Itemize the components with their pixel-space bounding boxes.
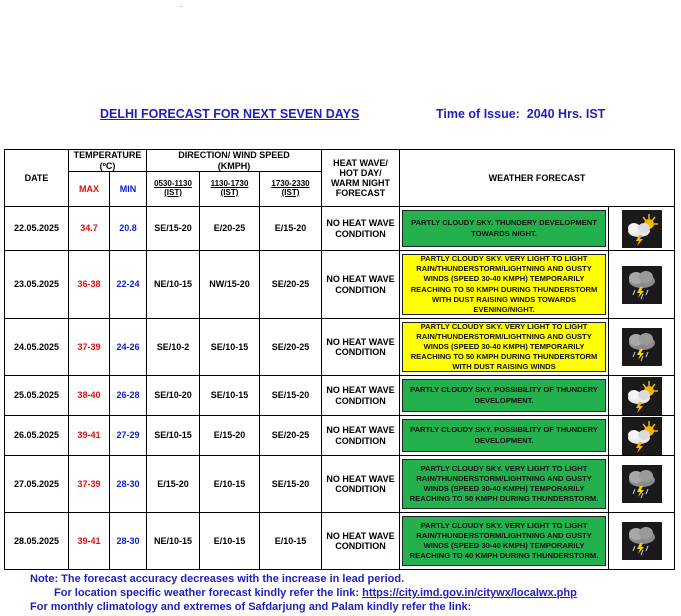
- min-temp-cell: 24-26: [110, 319, 147, 376]
- max-temp-cell: 37-39: [69, 319, 110, 376]
- weather-icon-cell: [609, 251, 675, 319]
- forecast-text: PARTLY CLOUDY SKY. POSSIBILITY OF THUNDERY DEVELOPMENT.: [402, 379, 606, 412]
- forecast-table: [4, 149, 675, 570]
- wind-slot1-cell: SE/15-20: [147, 207, 200, 251]
- thunderstorm-rain-icon: [609, 328, 674, 366]
- date-cell: 24.05.2025: [5, 319, 69, 376]
- slot2-label: 1130-1730: [210, 179, 249, 189]
- heatwave-cell: NO HEAT WAVE CONDITION: [322, 513, 400, 570]
- heatwave-cell: NO HEAT WAVE CONDITION: [322, 251, 400, 319]
- forecast-text: PARTLY CLOUDY SKY. POSSIBILITY OF THUNDERY DEVELOPMENT.: [402, 419, 606, 452]
- col-weather-forecast: WEATHER FORECAST: [400, 150, 675, 207]
- wind-slot3-cell: E/15-20: [260, 207, 322, 251]
- wind-slot3-cell: SE/20-25: [260, 251, 322, 319]
- wind-slot2-cell: E/20-25: [200, 207, 260, 251]
- forecast-text: PARTLY CLOUDY SKY. VERY LIGHT TO LIGHT RAIN/THUNDERSTORM/LIGHTNING AND GUSTY WINDS (SPEED 30-40 KMPH) TEMPORARILY REACHING TO 40 KMPH DURING THUNDERSTORM.: [402, 516, 606, 566]
- col-min: MIN: [110, 172, 147, 207]
- wind-slot2-cell: SE/10-15: [200, 319, 260, 376]
- temperature-label: TEMPERATURE: [73, 150, 142, 161]
- date-cell: 22.05.2025: [5, 207, 69, 251]
- forecast-text: PARTLY CLOUDY SKY. VERY LIGHT TO LIGHT RAIN/THUNDERSTORM/LIGHTNING AND GUSTY WINDS (SPEED 30-40 KMPH) TEMPORARILY REACHING TO 50 KMPH DURING THUNDERSTORM.: [402, 459, 606, 509]
- date-cell: 25.05.2025: [5, 376, 69, 416]
- forecast-row: [5, 376, 675, 416]
- wind-slot3-cell: SE/15-20: [260, 376, 322, 416]
- wind-slot3-cell: E/10-15: [260, 513, 322, 570]
- forecast-row: [5, 456, 675, 513]
- forecast-text: PARTLY CLOUDY SKY. VERY LIGHT TO LIGHT RAIN/THUNDERSTORM/LIGHTNING AND GUSTY WINDS (SPEED 30-40 KMPH) TEMPORARILY REACHING TO 50 KMPH DURING THUNDERSTORM WITH DUST RAISING WINDS: [402, 322, 606, 372]
- slot2-ist: (IST): [220, 188, 239, 197]
- forecast-row: [5, 319, 675, 376]
- localwx-link[interactable]: https://city.imd.gov.in/citywx/localwx.php: [362, 587, 577, 599]
- weather-icon-cell: [609, 319, 675, 376]
- forecast-cell: [400, 416, 609, 456]
- min-temp-cell: 22-24: [110, 251, 147, 319]
- weather-icon-cell: [609, 456, 675, 513]
- heatwave-cell: NO HEAT WAVE CONDITION: [322, 456, 400, 513]
- forecast-row: [5, 251, 675, 319]
- forecast-row: [5, 416, 675, 456]
- forecast-text: PARTLY CLOUDY SKY. VERY LIGHT TO LIGHT RAIN/THUNDERSTORM/LIGHTNING AND GUSTY WINDS (SPEED 30-40 KMPH) TEMPORARILY REACHING TO 50 KMPH DURING THUNDERSTORM WITH DUST RAISING WINDS TOWARDS EVENING/NIGHT.: [402, 254, 606, 315]
- col-slot1: [147, 172, 200, 207]
- issue-label: Time of Issue:: [436, 107, 520, 121]
- thunderstorm-rain-icon: [609, 522, 674, 560]
- slot1-label: 0530-1130: [154, 179, 192, 189]
- col-wind: [147, 150, 322, 172]
- note2-text: For location specific weather forecast kindly refer the link:: [54, 587, 363, 599]
- wind-slot3-cell: SE/20-25: [260, 416, 322, 456]
- heatwave-cell: NO HEAT WAVE CONDITION: [322, 319, 400, 376]
- wind-slot1-cell: SE/10-2: [147, 319, 200, 376]
- note-text: The forecast accuracy decreases with the increase in lead period.: [61, 573, 405, 585]
- page-title: DELHI FORECAST FOR NEXT SEVEN DAYS: [100, 107, 360, 121]
- note-line-3: For monthly climatology and extremes of Safdarjung and Palam kindly refer the link:: [30, 601, 472, 613]
- issue-time-value: 2040 Hrs. IST: [526, 107, 606, 121]
- partly-cloudy-thunder-icon: [609, 377, 674, 415]
- min-temp-cell: 20.8: [110, 207, 147, 251]
- heatwave-cell: NO HEAT WAVE CONDITION: [322, 416, 400, 456]
- min-temp-cell: 27-29: [110, 416, 147, 456]
- col-date: DATE: [5, 150, 69, 207]
- col-slot2: [200, 172, 260, 207]
- min-temp-cell: 26-28: [110, 376, 147, 416]
- forecast-cell: [400, 251, 609, 319]
- thunderstorm-rain-icon: [609, 465, 674, 503]
- max-temp-cell: 39-41: [69, 513, 110, 570]
- col-max: MAX: [69, 172, 110, 207]
- stray-dot: .: [180, 0, 183, 9]
- slot3-label: 1730-2330: [271, 179, 310, 189]
- wind-slot1-cell: SE/10-20: [147, 376, 200, 416]
- slot3-ist: (IST): [281, 188, 300, 197]
- forecast-row: [5, 207, 675, 251]
- heatwave-cell: NO HEAT WAVE CONDITION: [322, 207, 400, 251]
- wind-slot1-cell: SE/10-15: [147, 416, 200, 456]
- wind-slot2-cell: E/15-20: [200, 416, 260, 456]
- max-temp-cell: 34.7: [69, 207, 110, 251]
- partly-cloudy-thunder-icon: [609, 417, 674, 455]
- date-cell: 23.05.2025: [5, 251, 69, 319]
- wind-slot1-cell: NE/10-15: [147, 251, 200, 319]
- wind-slot2-cell: SE/10-15: [200, 376, 260, 416]
- note-line-1: [30, 573, 404, 585]
- wind-slot1-cell: NE/10-15: [147, 513, 200, 570]
- weather-icon-cell: [609, 207, 675, 251]
- wind-slot2-cell: E/10-15: [200, 456, 260, 513]
- forecast-cell: [400, 319, 609, 376]
- heatwave-cell: NO HEAT WAVE CONDITION: [322, 376, 400, 416]
- min-temp-cell: 28-30: [110, 456, 147, 513]
- forecast-cell: [400, 456, 609, 513]
- date-cell: 27.05.2025: [5, 456, 69, 513]
- temperature-unit: (ºC): [99, 160, 116, 171]
- note-line-2: [54, 587, 577, 599]
- forecast-row: [5, 513, 675, 570]
- wind-unit: (KMPH): [217, 160, 251, 171]
- wind-slot2-cell: NW/15-20: [200, 251, 260, 319]
- wind-slot3-cell: SE/20-25: [260, 319, 322, 376]
- wind-slot2-cell: E/10-15: [200, 513, 260, 570]
- slot1-ist: (IST): [164, 188, 182, 197]
- partly-cloudy-thunder-icon: [609, 210, 674, 248]
- col-slot3: [260, 172, 322, 207]
- forecast-cell: [400, 376, 609, 416]
- forecast-text: PARTLY CLOUDY SKY. THUNDERY DEVELOPMENT TOWARDS NIGHT.: [402, 210, 606, 247]
- max-temp-cell: 38-40: [69, 376, 110, 416]
- max-temp-cell: 36-38: [69, 251, 110, 319]
- min-temp-cell: 28-30: [110, 513, 147, 570]
- wind-label: DIRECTION/ WIND SPEED: [178, 150, 290, 161]
- thunderstorm-rain-icon: [609, 266, 674, 304]
- col-temperature: [69, 150, 147, 172]
- date-cell: 26.05.2025: [5, 416, 69, 456]
- weather-icon-cell: [609, 376, 675, 416]
- max-temp-cell: 39-41: [69, 416, 110, 456]
- issue-time: [436, 107, 605, 121]
- date-cell: 28.05.2025: [5, 513, 69, 570]
- weather-icon-cell: [609, 416, 675, 456]
- weather-icon-cell: [609, 513, 675, 570]
- note-label: Note:: [30, 573, 59, 585]
- wind-slot1-cell: E/15-20: [147, 456, 200, 513]
- col-heatwave: HEAT WAVE/ HOT DAY/ WARM NIGHT FORECAST: [322, 150, 400, 207]
- max-temp-cell: 37-39: [69, 456, 110, 513]
- wind-slot3-cell: SE/15-20: [260, 456, 322, 513]
- forecast-cell: [400, 513, 609, 570]
- forecast-cell: [400, 207, 609, 251]
